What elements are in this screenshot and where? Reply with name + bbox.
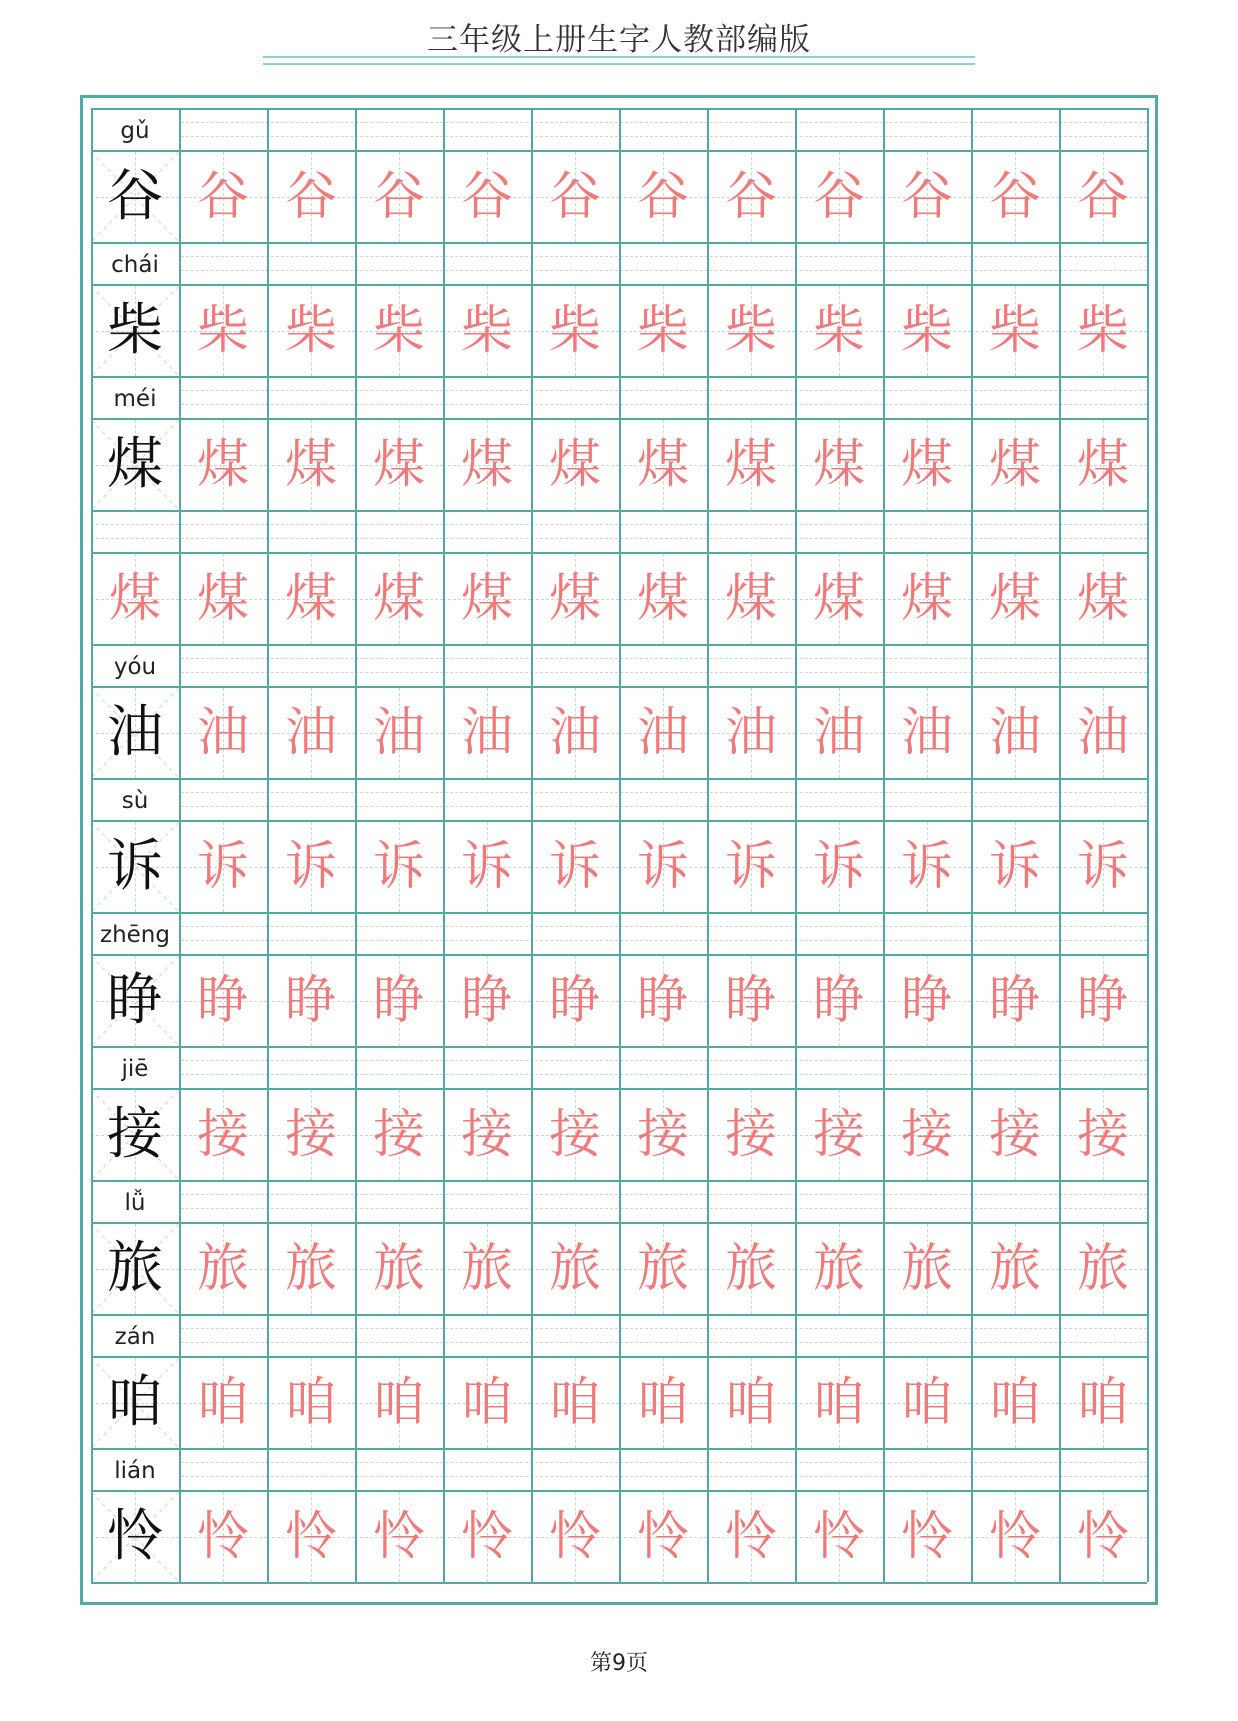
trace-character: 诉: [548, 837, 601, 897]
page-number: 第9页: [590, 1651, 648, 1676]
tracing-cell[interactable]: [883, 822, 971, 912]
trace-character: 怜: [900, 1507, 953, 1567]
column-line: [1147, 108, 1149, 1582]
model-character: 谷: [107, 164, 163, 229]
model-character: 煤: [107, 432, 163, 497]
model-character-cell: [91, 420, 179, 510]
trace-character: 诉: [1076, 837, 1129, 897]
tracing-cell[interactable]: [443, 1224, 531, 1314]
trace-character: 煤: [548, 435, 601, 495]
tracing-cell[interactable]: [443, 1492, 531, 1582]
tracing-cell[interactable]: [267, 688, 355, 778]
trace-character: 怜: [460, 1507, 513, 1567]
trace-character: 诉: [284, 837, 337, 897]
tracing-cell[interactable]: [355, 822, 443, 912]
trace-character: 油: [196, 703, 249, 763]
trace-character: 怜: [724, 1507, 777, 1567]
tracing-cell[interactable]: [179, 1224, 267, 1314]
tracing-cell[interactable]: [179, 152, 267, 242]
trace-character: 油: [900, 703, 953, 763]
trace-character: 油: [460, 703, 513, 763]
tracing-cell[interactable]: [795, 1224, 883, 1314]
tracing-cell[interactable]: [883, 420, 971, 510]
tracing-cell[interactable]: [619, 554, 707, 644]
tracing-cell[interactable]: [707, 286, 795, 376]
trace-character: 怜: [196, 1507, 249, 1567]
tracing-cell[interactable]: [971, 554, 1059, 644]
tracing-cell[interactable]: [883, 956, 971, 1046]
tracing-cell[interactable]: [531, 1224, 619, 1314]
tracing-cell[interactable]: [531, 420, 619, 510]
column-line: [1059, 108, 1061, 1582]
trace-character: 接: [1076, 1105, 1129, 1165]
trace-character: 睁: [460, 971, 513, 1031]
trace-character: 煤: [196, 435, 249, 495]
trace-character: 诉: [988, 837, 1041, 897]
trace-character: 旅: [636, 1239, 689, 1299]
tracing-cell[interactable]: [179, 1090, 267, 1180]
tracing-cell[interactable]: [795, 956, 883, 1046]
trace-character: 油: [988, 703, 1041, 763]
tracing-cell[interactable]: [707, 822, 795, 912]
tracing-cell[interactable]: [531, 152, 619, 242]
trace-character: 睁: [284, 971, 337, 1031]
tracing-cell[interactable]: [355, 152, 443, 242]
trace-character: 旅: [988, 1239, 1041, 1299]
trace-character: 煤: [812, 569, 865, 629]
tracing-cell[interactable]: [795, 554, 883, 644]
trace-character: 煤: [372, 569, 425, 629]
trace-character: 咱: [900, 1373, 953, 1433]
tracing-cell[interactable]: [883, 1492, 971, 1582]
tracing-cell[interactable]: [971, 1090, 1059, 1180]
column-line: [355, 108, 357, 1582]
trace-character: 睁: [196, 971, 249, 1031]
tracing-cell[interactable]: [443, 822, 531, 912]
tracing-cell[interactable]: [883, 1224, 971, 1314]
tracing-cell[interactable]: [971, 688, 1059, 778]
trace-character: 油: [636, 703, 689, 763]
trace-character: 谷: [724, 167, 777, 227]
tracing-cell[interactable]: [355, 420, 443, 510]
trace-character: 诉: [812, 837, 865, 897]
trace-character: 煤: [460, 569, 513, 629]
trace-character: 接: [196, 1105, 249, 1165]
trace-character: 谷: [548, 167, 601, 227]
trace-character: 睁: [988, 971, 1041, 1031]
tracing-cell[interactable]: [267, 822, 355, 912]
page-title: 三年级上册生字人教部编版: [427, 22, 811, 58]
tracing-cell[interactable]: [883, 1358, 971, 1448]
pinyin-label: chái: [91, 246, 179, 284]
tracing-cell[interactable]: [883, 1090, 971, 1180]
tracing-cell[interactable]: [531, 286, 619, 376]
trace-character: 柴: [1076, 301, 1129, 361]
tracing-cell[interactable]: [619, 956, 707, 1046]
trace-character: 柴: [988, 301, 1041, 361]
tracing-cell[interactable]: [179, 956, 267, 1046]
tracing-cell[interactable]: [443, 1090, 531, 1180]
trace-character: 咱: [196, 1373, 249, 1433]
tracing-cell[interactable]: [795, 822, 883, 912]
trace-character: 接: [284, 1105, 337, 1165]
tracing-cell[interactable]: [443, 688, 531, 778]
tracing-cell[interactable]: [619, 688, 707, 778]
tracing-cell[interactable]: [267, 420, 355, 510]
tracing-cell[interactable]: [355, 286, 443, 376]
trace-character: 煤: [548, 569, 601, 629]
trace-character: 煤: [196, 569, 249, 629]
tracing-cell[interactable]: [355, 554, 443, 644]
model-character-cell: [91, 286, 179, 376]
tracing-cell[interactable]: [267, 286, 355, 376]
trace-character: 诉: [460, 837, 513, 897]
tracing-cell[interactable]: [531, 688, 619, 778]
trace-character: 睁: [372, 971, 425, 1031]
trace-character: 旅: [460, 1239, 513, 1299]
tracing-cell[interactable]: [267, 1224, 355, 1314]
tracing-cell[interactable]: [883, 554, 971, 644]
tracing-cell[interactable]: [619, 1224, 707, 1314]
trace-character: 油: [1076, 703, 1129, 763]
trace-character: 煤: [460, 435, 513, 495]
trace-character: 旅: [196, 1239, 249, 1299]
tracing-cell[interactable]: [795, 420, 883, 510]
model-character: 接: [107, 1102, 163, 1167]
model-character: 怜: [107, 1504, 163, 1569]
pinyin-label: zán: [91, 1318, 179, 1356]
tracing-cell[interactable]: [355, 1492, 443, 1582]
tracing-cell[interactable]: [1059, 956, 1147, 1046]
tracing-cell[interactable]: [971, 420, 1059, 510]
trace-character: 睁: [900, 971, 953, 1031]
title-underline: [263, 56, 975, 58]
trace-character: 接: [372, 1105, 425, 1165]
tracing-cell[interactable]: [1059, 1492, 1147, 1582]
tracing-cell[interactable]: [267, 956, 355, 1046]
title-underline-second: [263, 63, 975, 65]
trace-character: 煤: [900, 569, 953, 629]
tracing-cell[interactable]: [531, 956, 619, 1046]
trace-character: 柴: [724, 301, 777, 361]
trace-character: 诉: [724, 837, 777, 897]
pinyin-label: lǚ: [91, 1184, 179, 1222]
tracing-cell[interactable]: [707, 688, 795, 778]
model-character: 煤: [108, 569, 161, 629]
tracing-cell[interactable]: [795, 152, 883, 242]
column-line: [707, 108, 709, 1582]
tracing-cell[interactable]: [267, 152, 355, 242]
trace-character: 咱: [1076, 1373, 1129, 1433]
tracing-cell[interactable]: [883, 688, 971, 778]
tracing-cell[interactable]: [179, 286, 267, 376]
model-character-cell: [91, 956, 179, 1046]
trace-character: 睁: [548, 971, 601, 1031]
column-line: [883, 108, 885, 1582]
trace-character: 柴: [636, 301, 689, 361]
trace-character: 旅: [284, 1239, 337, 1299]
tracing-cell[interactable]: [531, 1492, 619, 1582]
model-character-cell: [91, 152, 179, 242]
trace-character: 旅: [1076, 1239, 1129, 1299]
tracing-cell[interactable]: [619, 1090, 707, 1180]
trace-character: 油: [812, 703, 865, 763]
pinyin-label: zhēng: [91, 916, 179, 954]
trace-character: 谷: [900, 167, 953, 227]
pinyin-label: sù: [91, 782, 179, 820]
tracing-cell[interactable]: [443, 956, 531, 1046]
column-line: [971, 108, 973, 1582]
tracing-cell[interactable]: [971, 286, 1059, 376]
trace-character: 煤: [1076, 569, 1129, 629]
tracing-cell[interactable]: [795, 286, 883, 376]
tracing-cell[interactable]: [1059, 152, 1147, 242]
model-character: 旅: [107, 1236, 163, 1301]
trace-character: 旅: [900, 1239, 953, 1299]
model-character-cell: [91, 1224, 179, 1314]
trace-character: 咱: [548, 1373, 601, 1433]
tracing-cell[interactable]: [531, 1358, 619, 1448]
model-character: 睁: [107, 968, 163, 1033]
tracing-cell[interactable]: [619, 286, 707, 376]
tracing-cell[interactable]: [267, 1492, 355, 1582]
trace-character: 咱: [724, 1373, 777, 1433]
tracing-cell[interactable]: [971, 1224, 1059, 1314]
tracing-cell[interactable]: [531, 1090, 619, 1180]
trace-character: 怜: [636, 1507, 689, 1567]
tracing-cell[interactable]: [1059, 286, 1147, 376]
tracing-cell[interactable]: [971, 822, 1059, 912]
tracing-cell[interactable]: [267, 1090, 355, 1180]
model-character: 诉: [107, 834, 163, 899]
tracing-cell[interactable]: [619, 1358, 707, 1448]
trace-character: 柴: [284, 301, 337, 361]
tracing-cell[interactable]: [707, 420, 795, 510]
trace-character: 接: [724, 1105, 777, 1165]
trace-character: 谷: [636, 167, 689, 227]
trace-character: 煤: [284, 435, 337, 495]
trace-character: 睁: [812, 971, 865, 1031]
tracing-cell[interactable]: [971, 956, 1059, 1046]
column-line: [795, 108, 797, 1582]
trace-character: 煤: [812, 435, 865, 495]
trace-character: 接: [812, 1105, 865, 1165]
column-line: [267, 108, 269, 1582]
tracing-cell[interactable]: [355, 688, 443, 778]
trace-character: 柴: [900, 301, 953, 361]
trace-character: 谷: [372, 167, 425, 227]
trace-character: 旅: [724, 1239, 777, 1299]
tracing-cell[interactable]: [443, 1358, 531, 1448]
tracing-cell[interactable]: [355, 1358, 443, 1448]
pinyin-label: jiē: [91, 1050, 179, 1088]
trace-character: 油: [284, 703, 337, 763]
trace-character: 睁: [724, 971, 777, 1031]
trace-character: 旅: [548, 1239, 601, 1299]
tracing-cell[interactable]: [707, 152, 795, 242]
column-line: [443, 108, 445, 1582]
tracing-cell[interactable]: [707, 1090, 795, 1180]
trace-character: 睁: [1076, 971, 1129, 1031]
trace-character: 怜: [284, 1507, 337, 1567]
trace-character: 诉: [372, 837, 425, 897]
trace-character: 柴: [196, 301, 249, 361]
tracing-cell[interactable]: [1059, 554, 1147, 644]
tracing-cell[interactable]: [355, 1224, 443, 1314]
trace-character: 谷: [988, 167, 1041, 227]
tracing-cell[interactable]: [179, 1358, 267, 1448]
tracing-cell[interactable]: [267, 554, 355, 644]
trace-character: 油: [724, 703, 777, 763]
trace-character: 怜: [812, 1507, 865, 1567]
trace-character: 煤: [988, 435, 1041, 495]
tracing-cell[interactable]: [443, 554, 531, 644]
tracing-cell[interactable]: [443, 286, 531, 376]
pinyin-label: gǔ: [91, 112, 179, 150]
tracing-cell[interactable]: [619, 1492, 707, 1582]
pinyin-label: yóu: [91, 648, 179, 686]
tracing-cell[interactable]: [1059, 688, 1147, 778]
trace-character: 接: [636, 1105, 689, 1165]
tracing-cell[interactable]: [179, 420, 267, 510]
tracing-cell[interactable]: [707, 1224, 795, 1314]
trace-character: 油: [548, 703, 601, 763]
pinyin-label: lián: [91, 1452, 179, 1490]
trace-character: 怜: [372, 1507, 425, 1567]
tracing-cell[interactable]: [531, 822, 619, 912]
tracing-cell[interactable]: [795, 1090, 883, 1180]
tracing-cell[interactable]: [443, 420, 531, 510]
trace-character: 接: [460, 1105, 513, 1165]
model-character-cell: [91, 1358, 179, 1448]
trace-character: 怜: [988, 1507, 1041, 1567]
model-character-cell: [91, 822, 179, 912]
trace-character: 咱: [284, 1373, 337, 1433]
trace-character: 柴: [812, 301, 865, 361]
trace-character: 咱: [988, 1373, 1041, 1433]
model-character: 咱: [107, 1370, 163, 1435]
trace-character: 油: [372, 703, 425, 763]
trace-character: 接: [548, 1105, 601, 1165]
tracing-cell[interactable]: [267, 1358, 355, 1448]
trace-character: 煤: [724, 569, 777, 629]
trace-character: 谷: [284, 167, 337, 227]
trace-character: 煤: [1076, 435, 1129, 495]
trace-character: 煤: [372, 435, 425, 495]
trace-character: 柴: [460, 301, 513, 361]
trace-character: 接: [988, 1105, 1041, 1165]
tracing-cell[interactable]: [355, 1090, 443, 1180]
model-character-cell: [91, 688, 179, 778]
pinyin-label: méi: [91, 380, 179, 418]
trace-character: 谷: [460, 167, 513, 227]
trace-character: 旅: [372, 1239, 425, 1299]
trace-character: 睁: [636, 971, 689, 1031]
tracing-cell[interactable]: [179, 822, 267, 912]
tracing-cell[interactable]: [179, 554, 267, 644]
tracing-cell[interactable]: [971, 1358, 1059, 1448]
tracing-cell[interactable]: [1059, 420, 1147, 510]
tracing-cell[interactable]: [1059, 822, 1147, 912]
trace-character: 咱: [460, 1373, 513, 1433]
trace-character: 咱: [636, 1373, 689, 1433]
model-character: 柴: [107, 298, 163, 363]
trace-character: 咱: [812, 1373, 865, 1433]
trace-character: 柴: [548, 301, 601, 361]
trace-character: 诉: [900, 837, 953, 897]
pinyin-label: [91, 514, 179, 552]
tracing-cell[interactable]: [795, 1358, 883, 1448]
tracing-cell[interactable]: [1059, 1090, 1147, 1180]
tracing-cell[interactable]: [971, 152, 1059, 242]
tracing-cell[interactable]: [619, 822, 707, 912]
model-character: 油: [107, 700, 163, 765]
trace-character: 怜: [548, 1507, 601, 1567]
tracing-cell[interactable]: [795, 1492, 883, 1582]
tracing-cell[interactable]: [443, 152, 531, 242]
tracing-cell[interactable]: [707, 1358, 795, 1448]
tracing-cell[interactable]: [179, 688, 267, 778]
model-character-cell: [91, 554, 179, 644]
tracing-cell[interactable]: [355, 956, 443, 1046]
model-character-cell: [91, 1090, 179, 1180]
tracing-cell[interactable]: [883, 286, 971, 376]
trace-character: 诉: [636, 837, 689, 897]
trace-character: 柴: [372, 301, 425, 361]
tracing-cell[interactable]: [619, 420, 707, 510]
column-line: [619, 108, 621, 1582]
model-character-cell: [91, 1492, 179, 1582]
column-line: [531, 108, 533, 1582]
trace-character: 谷: [1076, 167, 1129, 227]
tracing-cell[interactable]: [971, 1492, 1059, 1582]
column-line: [91, 108, 93, 1582]
trace-character: 咱: [372, 1373, 425, 1433]
trace-character: 接: [900, 1105, 953, 1165]
trace-character: 煤: [284, 569, 337, 629]
trace-character: 怜: [1076, 1507, 1129, 1567]
tracing-cell[interactable]: [531, 554, 619, 644]
tracing-cell[interactable]: [795, 688, 883, 778]
column-line: [179, 108, 181, 1582]
trace-character: 诉: [196, 837, 249, 897]
trace-character: 煤: [724, 435, 777, 495]
tracing-cell[interactable]: [707, 1492, 795, 1582]
trace-character: 煤: [636, 569, 689, 629]
grid-bottom-line: [91, 1582, 1147, 1584]
tracing-cell[interactable]: [707, 554, 795, 644]
tracing-cell[interactable]: [619, 152, 707, 242]
tracing-cell[interactable]: [707, 956, 795, 1046]
trace-character: 煤: [636, 435, 689, 495]
trace-character: 谷: [196, 167, 249, 227]
trace-character: 煤: [988, 569, 1041, 629]
trace-character: 旅: [812, 1239, 865, 1299]
trace-character: 谷: [812, 167, 865, 227]
trace-character: 煤: [900, 435, 953, 495]
tracing-cell[interactable]: [1059, 1224, 1147, 1314]
tracing-cell[interactable]: [179, 1492, 267, 1582]
tracing-cell[interactable]: [883, 152, 971, 242]
tracing-cell[interactable]: [1059, 1358, 1147, 1448]
